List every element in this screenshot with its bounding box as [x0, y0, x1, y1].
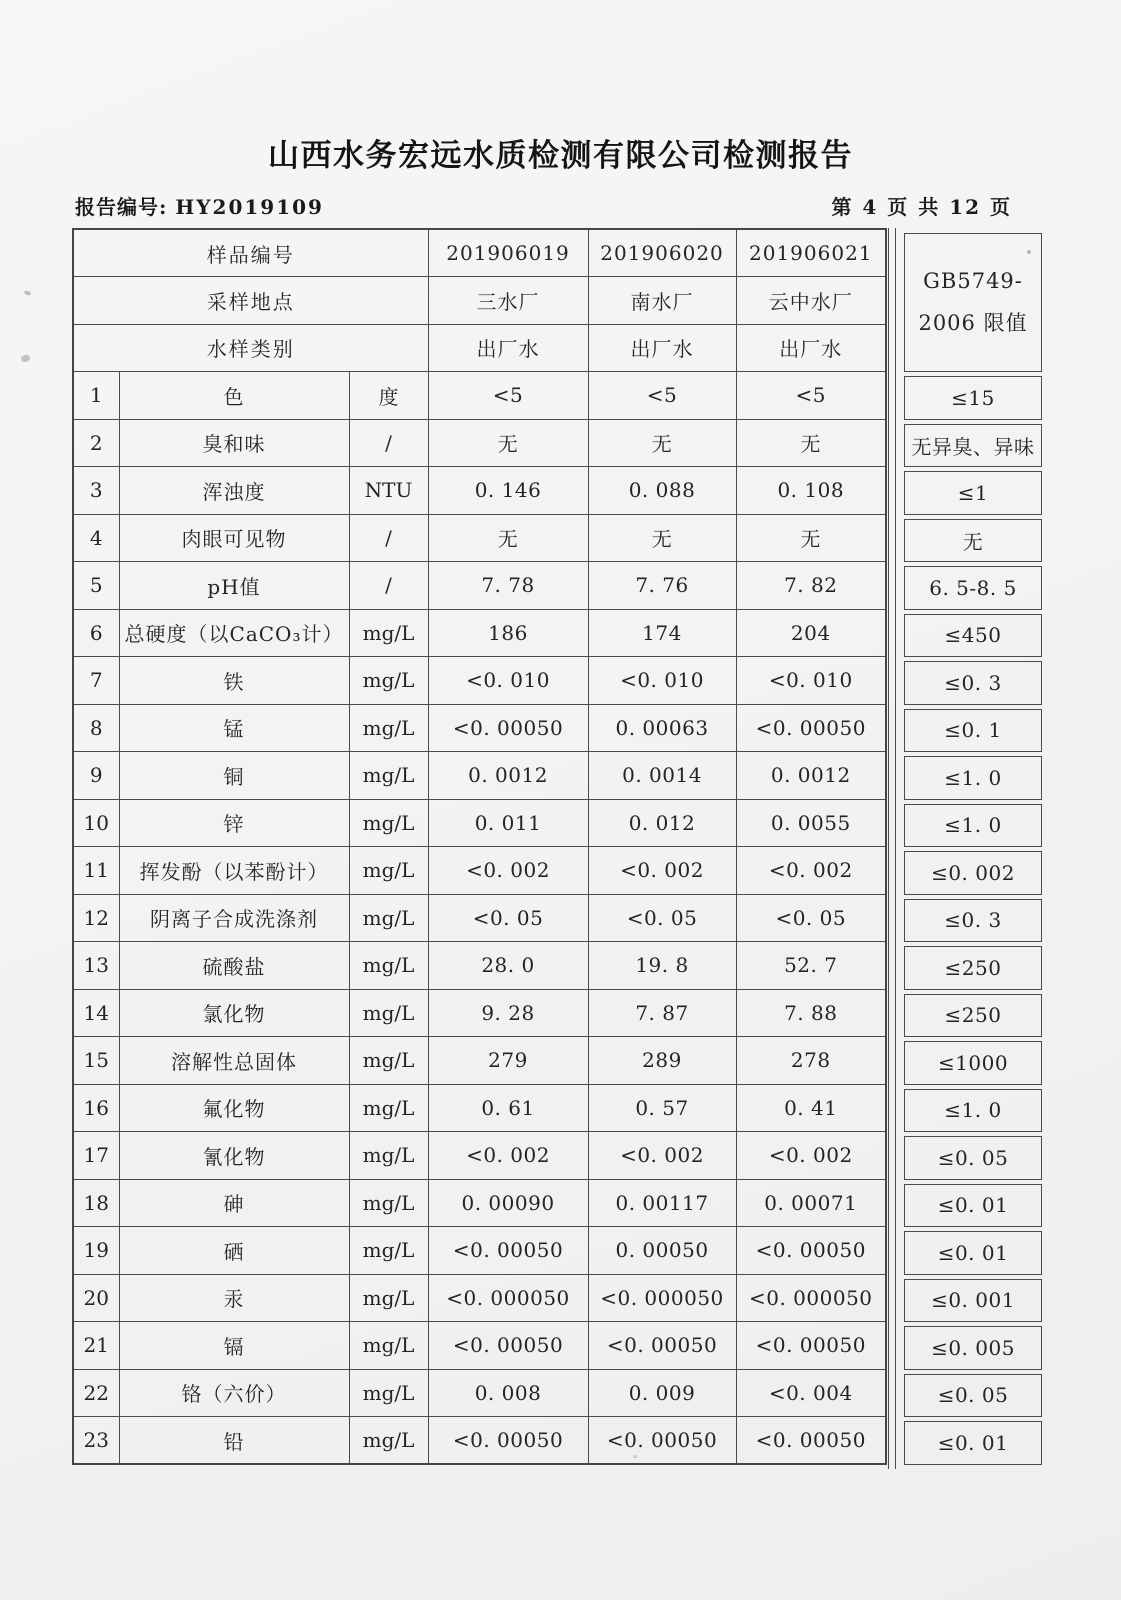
- parameter-unit: mg/L: [349, 1322, 428, 1370]
- sample1-value: 0. 0012: [428, 752, 588, 800]
- sample1-value: <0. 05: [428, 894, 588, 942]
- parameter-unit: mg/L: [349, 1132, 428, 1180]
- row-number: 22: [73, 1369, 119, 1417]
- sample2-value: 289: [588, 1037, 736, 1085]
- header-label: 采样地点: [73, 277, 428, 325]
- parameter-unit: /: [349, 562, 428, 610]
- sample2-value: 0. 012: [588, 799, 736, 847]
- parameter-name: 汞: [119, 1274, 349, 1322]
- parameter-name: 硒: [119, 1227, 349, 1275]
- parameter-unit: NTU: [349, 467, 428, 515]
- sample3-value: <0. 00050: [736, 1417, 886, 1465]
- row-number: 13: [73, 942, 119, 990]
- sample2-value: 0. 00117: [588, 1179, 736, 1227]
- parameter-unit: mg/L: [349, 847, 428, 895]
- row-number: 6: [73, 609, 119, 657]
- sample2-value: <0. 00050: [588, 1322, 736, 1370]
- sample2-site: 南水厂: [588, 277, 736, 325]
- limit-value: ≤1. 0: [904, 756, 1042, 800]
- parameter-name: 氰化物: [119, 1132, 349, 1180]
- row-number: 17: [73, 1132, 119, 1180]
- table-row: [73, 894, 886, 942]
- sample2-value: 0. 088: [588, 467, 736, 515]
- report-number: [75, 191, 324, 220]
- table-row: [73, 514, 886, 562]
- limit-value: ≤1. 0: [904, 1089, 1042, 1133]
- parameter-unit: mg/L: [349, 942, 428, 990]
- limit-value: ≤250: [904, 994, 1042, 1038]
- sample2-value: 174: [588, 609, 736, 657]
- row-number: 3: [73, 467, 119, 515]
- limit-value: ≤0. 05: [904, 1136, 1042, 1180]
- limit-value: 无: [904, 519, 1042, 563]
- row-number: 9: [73, 752, 119, 800]
- row-number: 2: [73, 419, 119, 467]
- sample2-value: 0. 00050: [588, 1227, 736, 1275]
- sample3-value: <5: [736, 372, 886, 420]
- parameter-unit: mg/L: [349, 1179, 428, 1227]
- sample3-site: 云中水厂: [736, 277, 886, 325]
- row-number: 7: [73, 657, 119, 705]
- parameter-name: 硫酸盐: [119, 942, 349, 990]
- header-row-water-type: [73, 324, 886, 372]
- table-row: [73, 419, 886, 467]
- parameter-name: pH值: [119, 562, 349, 610]
- limit-header-line1: GB5749-: [923, 268, 1023, 293]
- table-row: [73, 372, 886, 420]
- sample3-value: <0. 010: [736, 657, 886, 705]
- sample3-value: 0. 0055: [736, 799, 886, 847]
- limit-value: ≤0. 002: [904, 851, 1042, 895]
- table-row: [73, 1179, 886, 1227]
- parameter-name: 铁: [119, 657, 349, 705]
- sample2-value: <5: [588, 372, 736, 420]
- sample1-type: 出厂水: [428, 324, 588, 372]
- limit-value: ≤0. 1: [904, 709, 1042, 753]
- sample1-value: 0. 00090: [428, 1179, 588, 1227]
- limit-column: [904, 228, 1042, 1469]
- table-row: [73, 847, 886, 895]
- limit-value: ≤0. 001: [904, 1279, 1042, 1323]
- sample3-value: 0. 00071: [736, 1179, 886, 1227]
- row-number: 16: [73, 1084, 119, 1132]
- sample2-value: 无: [588, 514, 736, 562]
- sample1-value: <0. 000050: [428, 1274, 588, 1322]
- parameter-name: 挥发酚（以苯酚计）: [119, 847, 349, 895]
- results-table: [72, 228, 1042, 1469]
- sample1-value: 28. 0: [428, 942, 588, 990]
- row-number: 19: [73, 1227, 119, 1275]
- parameter-unit: mg/L: [349, 752, 428, 800]
- sample1-id: 201906019: [428, 229, 588, 277]
- sample3-value: <0. 004: [736, 1369, 886, 1417]
- parameter-unit: mg/L: [349, 989, 428, 1037]
- row-number: 8: [73, 704, 119, 752]
- parameter-unit: mg/L: [349, 894, 428, 942]
- sample2-value: 0. 00063: [588, 704, 736, 752]
- parameter-unit: mg/L: [349, 704, 428, 752]
- row-number: 23: [73, 1417, 119, 1465]
- parameter-name: 肉眼可见物: [119, 514, 349, 562]
- table-row: [73, 1084, 886, 1132]
- sample2-value: <0. 002: [588, 847, 736, 895]
- parameter-name: 氟化物: [119, 1084, 349, 1132]
- parameter-unit: 度: [349, 372, 428, 420]
- row-number: 21: [73, 1322, 119, 1370]
- table-row: [73, 657, 886, 705]
- limit-value: ≤0. 05: [904, 1374, 1042, 1418]
- limit-value: 6. 5-8. 5: [904, 566, 1042, 610]
- sample3-value: 278: [736, 1037, 886, 1085]
- parameter-name: 铅: [119, 1417, 349, 1465]
- scan-speck: [24, 290, 32, 296]
- table-row: [73, 942, 886, 990]
- header-label: 水样类别: [73, 324, 428, 372]
- parameter-name: 总硬度（以CaCO₃计）: [119, 609, 349, 657]
- report-number-value: HY2019109: [175, 195, 324, 219]
- sample1-value: <5: [428, 372, 588, 420]
- limit-value: 无异臭、异味: [904, 424, 1042, 468]
- sample1-value: 7. 78: [428, 562, 588, 610]
- main-table: [72, 228, 887, 1465]
- sample3-value: 0. 0012: [736, 752, 886, 800]
- parameter-unit: /: [349, 419, 428, 467]
- sample2-value: 0. 0014: [588, 752, 736, 800]
- row-number: 15: [73, 1037, 119, 1085]
- sample3-value: 0. 41: [736, 1084, 886, 1132]
- report-meta: [75, 191, 1012, 220]
- sample1-value: 0. 146: [428, 467, 588, 515]
- sample1-value: 279: [428, 1037, 588, 1085]
- parameter-unit: mg/L: [349, 1274, 428, 1322]
- limit-value: ≤0. 01: [904, 1421, 1042, 1465]
- report-number-label: 报告编号:: [75, 195, 168, 219]
- sample2-value: 19. 8: [588, 942, 736, 990]
- sample2-id: 201906020: [588, 229, 736, 277]
- sample2-value: <0. 010: [588, 657, 736, 705]
- row-number: 11: [73, 847, 119, 895]
- table-row: [73, 562, 886, 610]
- parameter-name: 铬（六价）: [119, 1369, 349, 1417]
- table-row: [73, 1132, 886, 1180]
- row-number: 12: [73, 894, 119, 942]
- parameter-unit: mg/L: [349, 1417, 428, 1465]
- limit-value: ≤0. 005: [904, 1326, 1042, 1370]
- sample3-value: <0. 00050: [736, 1227, 886, 1275]
- limit-value: ≤0. 01: [904, 1184, 1042, 1228]
- table-row: [73, 704, 886, 752]
- parameter-name: 溶解性总固体: [119, 1037, 349, 1085]
- sample3-value: 无: [736, 514, 886, 562]
- sample3-value: <0. 05: [736, 894, 886, 942]
- sample3-type: 出厂水: [736, 324, 886, 372]
- sample3-value: <0. 000050: [736, 1274, 886, 1322]
- sample2-value: 0. 009: [588, 1369, 736, 1417]
- row-number: 4: [73, 514, 119, 562]
- sample1-value: 9. 28: [428, 989, 588, 1037]
- sample1-value: 186: [428, 609, 588, 657]
- report-title: 山西水务宏远水质检测有限公司检测报告: [268, 138, 853, 173]
- table-row: [73, 989, 886, 1037]
- limit-value: ≤0. 3: [904, 661, 1042, 705]
- parameter-unit: mg/L: [349, 1369, 428, 1417]
- row-number: 5: [73, 562, 119, 610]
- sample3-value: <0. 002: [736, 847, 886, 895]
- sample3-value: 7. 82: [736, 562, 886, 610]
- header-label: 样品编号: [73, 229, 428, 277]
- table-row: [73, 609, 886, 657]
- parameter-name: 铜: [119, 752, 349, 800]
- sample1-value: <0. 002: [428, 1132, 588, 1180]
- sample1-value: 0. 008: [428, 1369, 588, 1417]
- sample1-value: <0. 00050: [428, 1227, 588, 1275]
- scan-speck: [633, 1455, 637, 1458]
- row-number: 14: [73, 989, 119, 1037]
- sample2-value: <0. 00050: [588, 1417, 736, 1465]
- sample1-value: 无: [428, 514, 588, 562]
- sample2-value: 7. 76: [588, 562, 736, 610]
- header-row-sampling-site: [73, 277, 886, 325]
- sample2-type: 出厂水: [588, 324, 736, 372]
- sample3-value: <0. 002: [736, 1132, 886, 1180]
- table-gap-strip: [888, 228, 896, 1469]
- parameter-name: 镉: [119, 1322, 349, 1370]
- sample2-value: <0. 000050: [588, 1274, 736, 1322]
- sample1-value: 0. 011: [428, 799, 588, 847]
- sample3-value: 204: [736, 609, 886, 657]
- sample3-value: <0. 00050: [736, 704, 886, 752]
- sample2-value: <0. 002: [588, 1132, 736, 1180]
- sample2-value: 7. 87: [588, 989, 736, 1037]
- table-row: [73, 1417, 886, 1465]
- limit-value: ≤1000: [904, 1041, 1042, 1085]
- header-row-sample-id: [73, 229, 886, 277]
- limit-value: ≤0. 3: [904, 899, 1042, 943]
- limit-value: ≤0. 01: [904, 1231, 1042, 1275]
- sample1-value: 0. 61: [428, 1084, 588, 1132]
- table-row: [73, 752, 886, 800]
- parameter-unit: mg/L: [349, 609, 428, 657]
- sample1-site: 三水厂: [428, 277, 588, 325]
- parameter-name: 锌: [119, 799, 349, 847]
- parameter-name: 氯化物: [119, 989, 349, 1037]
- table-row: [73, 467, 886, 515]
- sample1-value: <0. 00050: [428, 1322, 588, 1370]
- row-number: 20: [73, 1274, 119, 1322]
- limit-value: ≤1: [904, 471, 1042, 515]
- sample3-value: 无: [736, 419, 886, 467]
- row-number: 18: [73, 1179, 119, 1227]
- limit-column-header: [904, 233, 1042, 372]
- table-row: [73, 1274, 886, 1322]
- scan-speck: [1027, 250, 1031, 254]
- limit-value: ≤450: [904, 614, 1042, 658]
- parameter-unit: mg/L: [349, 1037, 428, 1085]
- parameter-name: 砷: [119, 1179, 349, 1227]
- row-number: 1: [73, 372, 119, 420]
- limit-header-line2: 2006 限值: [918, 310, 1028, 335]
- parameter-name: 色: [119, 372, 349, 420]
- parameter-unit: mg/L: [349, 1227, 428, 1275]
- sample1-value: <0. 010: [428, 657, 588, 705]
- parameter-unit: /: [349, 514, 428, 562]
- limit-value: ≤1. 0: [904, 804, 1042, 848]
- table-row: [73, 799, 886, 847]
- parameter-name: 浑浊度: [119, 467, 349, 515]
- sample3-value: 52. 7: [736, 942, 886, 990]
- table-row: [73, 1227, 886, 1275]
- sample2-value: <0. 05: [588, 894, 736, 942]
- sample3-value: <0. 00050: [736, 1322, 886, 1370]
- limit-value: ≤15: [904, 376, 1042, 420]
- sample1-value: 无: [428, 419, 588, 467]
- sample1-value: <0. 00050: [428, 704, 588, 752]
- limit-value: ≤250: [904, 946, 1042, 990]
- sample3-id: 201906021: [736, 229, 886, 277]
- sample1-value: <0. 002: [428, 847, 588, 895]
- parameter-unit: mg/L: [349, 799, 428, 847]
- sample1-value: <0. 00050: [428, 1417, 588, 1465]
- row-number: 10: [73, 799, 119, 847]
- sample3-value: 0. 108: [736, 467, 886, 515]
- table-row: [73, 1322, 886, 1370]
- table-row: [73, 1369, 886, 1417]
- parameter-name: 臭和味: [119, 419, 349, 467]
- sample2-value: 0. 57: [588, 1084, 736, 1132]
- parameter-name: 锰: [119, 704, 349, 752]
- sample3-value: 7. 88: [736, 989, 886, 1037]
- table-row: [73, 1037, 886, 1085]
- page-indicator: 第 4 页 共 12 页: [831, 195, 1012, 219]
- parameter-name: 阴离子合成洗涤剂: [119, 894, 349, 942]
- parameter-unit: mg/L: [349, 1084, 428, 1132]
- parameter-unit: mg/L: [349, 657, 428, 705]
- sample2-value: 无: [588, 419, 736, 467]
- scan-speck: [20, 354, 31, 363]
